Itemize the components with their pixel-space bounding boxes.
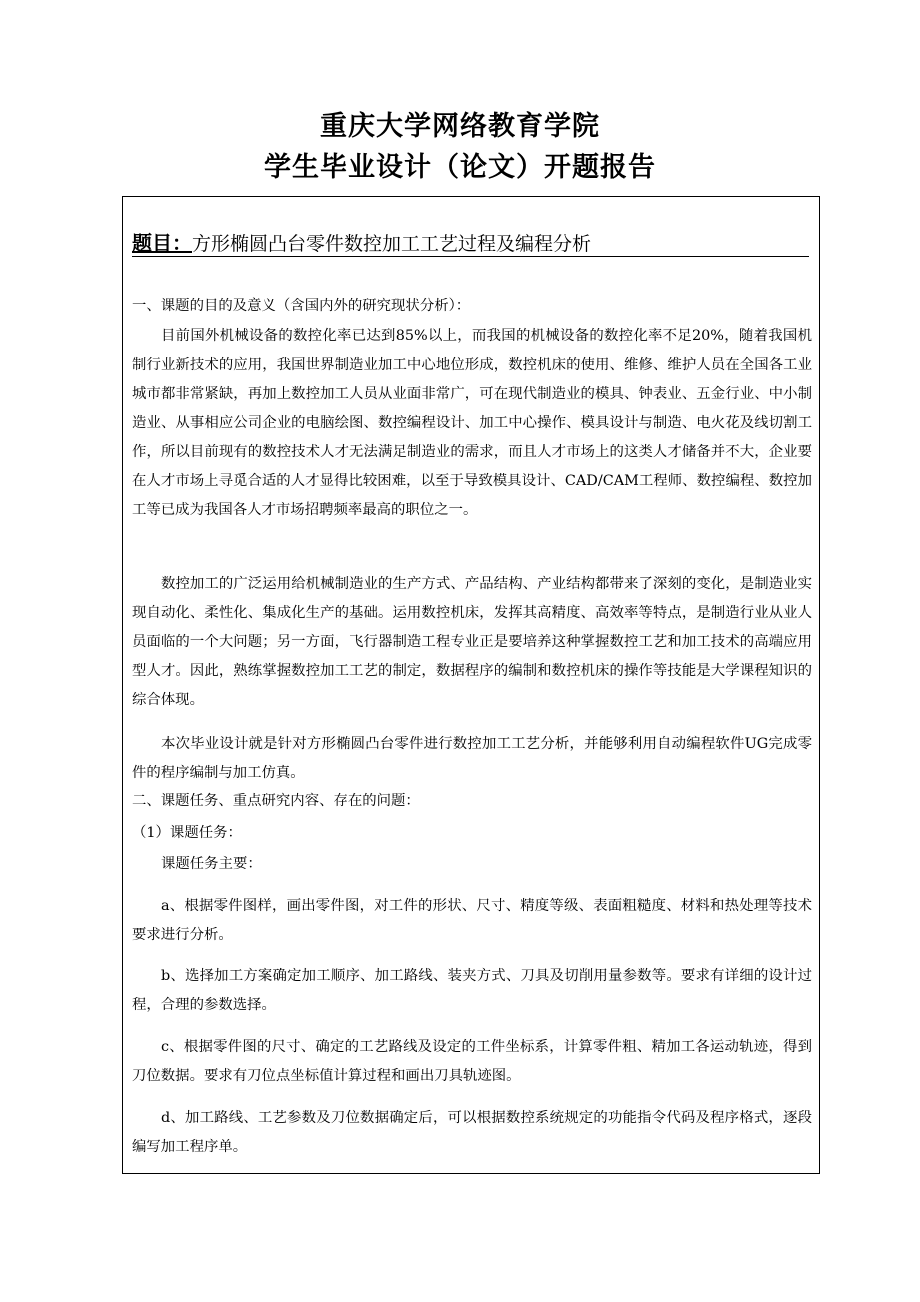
section1-heading: 一、课题的目的及意义（含国内外的研究现状分析）：: [132, 298, 471, 314]
document-title-line1: 重庆大学网络教育学院: [320, 111, 600, 142]
section2-sub1-heading: （1）课题任务：: [132, 825, 242, 841]
section2-heading: 二、课题任务、重点研究内容、存在的问题：: [132, 793, 420, 809]
task-item-d: d、加工路线、工艺参数及刀位数据确定后，可以根据数控系统规定的功能指令代码及程序格式，逐段编写加工程序单。: [132, 1110, 812, 1155]
topic-line: [132, 231, 809, 257]
task-intro: 课题任务主要：: [161, 856, 262, 872]
section1-paragraph-2: 数控加工的广泛运用给机械制造业的生产方式、产品结构、产业结构都带来了深刻的变化，是制造业实现自动化、柔性化、集成化生产的基础。运用数控机床，发挥其高精度、高效率等特点，是制造行业从业人员面临的一个大问题；另一方面，飞行器制造工程专业正是要培养这种掌握数控工艺和加工技术的高端应用型人才。因此，熟练掌握数控加工工艺的制定，数据程序的编制和数控机床的操作等技能是大学课程知识的综合体现。: [132, 576, 812, 708]
task-item-c: c、根据零件图的尺寸、确定的工艺路线及设定的工件坐标系，计算零件粗、精加工各运动轨迹，得到刀位数据。要求有刀位点坐标值计算过程和画出刀具轨迹图。: [132, 1039, 812, 1084]
section1-paragraph-1: 目前国外机械设备的数控化率已达到85%以上，而我国的机械设备的数控化率不足20%，随着我国机制行业新技术的应用，我国世界制造业加工中心地位形成，数控机床的使用、维修、维护人员在全国各工业城市都非常紧缺，再加上数控加工人员从业面非常广，可在现代制造业的模具、钟表业、五金行业、中小制造业、从事相应公司企业的电脑绘图、数控编程设计、加工中心操作、模具设计与制造、电火花及线切割工作，所以目前现有的数控技术人才无法满足制造业的需求，而且人才市场上的这类人才储备并不大，企业要在人才市场上寻觅合适的人才显得比较困难，以至于导致模具设计、CAD/CAM工程师、数控编程、数控加工等已成为我国各人才市场招聘频率最高的职位之一。: [132, 328, 812, 518]
task-item-b: b、选择加工方案确定加工顺序、加工路线、装夹方式、刀具及切削用量参数等。要求有详细的设计过程，合理的参数选择。: [132, 968, 812, 1013]
section1-paragraph-3: 本次毕业设计就是针对方形椭圆凸台零件进行数控加工工艺分析，并能够利用自动编程软件UG完成零件的程序编制与加工仿真。: [132, 736, 812, 781]
topic-text: 方形椭圆凸台零件数控加工工艺过程及编程分析: [192, 233, 592, 255]
topic-label: 题目：: [132, 231, 192, 255]
task-item-a: a、根据零件图样，画出零件图，对工件的形状、尺寸、精度等级、表面粗糙度、材料和热处理等技术要求进行分析。: [132, 898, 812, 943]
document-title-line2: 学生毕业设计（论文）开题报告: [264, 152, 656, 183]
